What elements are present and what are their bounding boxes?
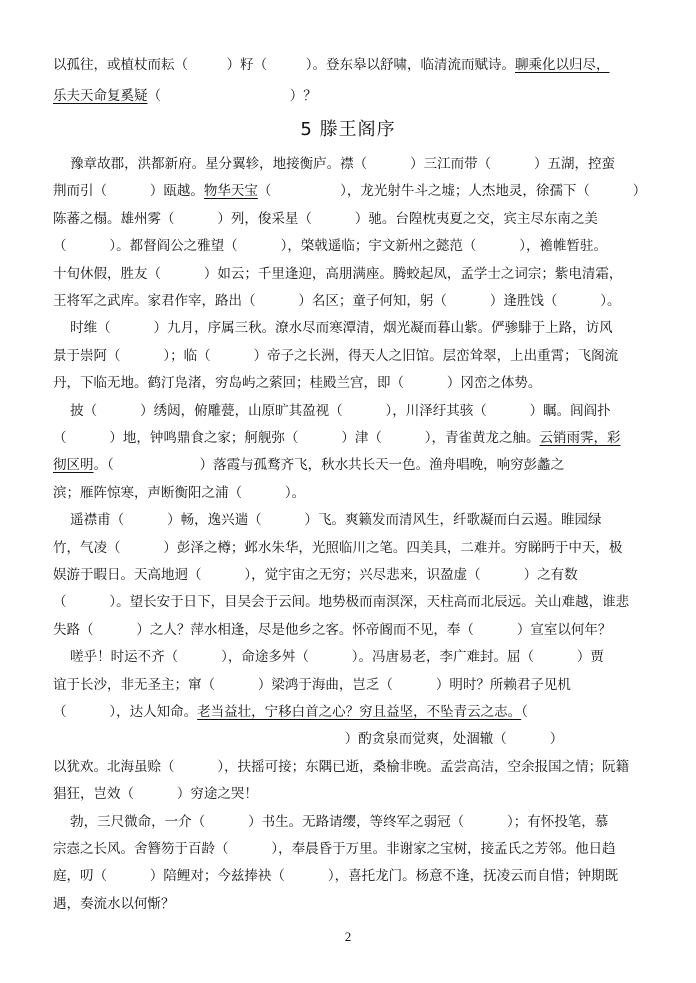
text-line bbox=[53, 209, 660, 229]
underlined-text: 聊乘化以归尽， bbox=[515, 57, 610, 73]
text-segment: 陈蕃之榻。雄州雾（ ）列，俊采星（ ）驰。台隍枕夷夏之交，宾主尽东南之美 bbox=[53, 210, 598, 227]
text-segment: 荆而引（ ）瓯越。 bbox=[53, 183, 204, 200]
text-line bbox=[53, 401, 660, 421]
underlined-text: 彻区明 bbox=[53, 457, 94, 474]
text-line bbox=[53, 784, 660, 804]
text-segment: 披（ ）绣闼，俯雕甍，山原旷其盈视（ ），川泽纡其骇（ ）瞩。闾阎扑 bbox=[53, 402, 611, 419]
text-segment: 景于崇阿（ ）；临（ ）帝子之长洲，得天人之旧馆。层峦耸翠，上出重霄；飞阁流 bbox=[53, 347, 619, 364]
text-segment: 猖狂，岂效（ ）穷途之哭！ bbox=[53, 786, 258, 803]
text-line bbox=[53, 592, 660, 612]
text-segment: （ ），龙光射牛斗之墟；人杰地灵，徐孺下（ ） bbox=[257, 183, 647, 200]
text-segment: （ ）地，钟鸣鼎食之家；舸舰弥（ ）津（ ），青雀黄龙之舳。 bbox=[53, 430, 540, 446]
text-segment: 勃，三尺微命，一介（ ）书生。无路请缨，等终军之弱冠（ ）；有怀投笔，慕 bbox=[53, 813, 609, 830]
underlined-text: 老当益壮，宁移白首之心？穷且益坚，不坠青云之志。 bbox=[197, 704, 522, 720]
text-line bbox=[53, 346, 660, 366]
text-line bbox=[53, 373, 660, 393]
underlined-text: 云销雨霁，彩 bbox=[539, 430, 621, 446]
text-segment: 十旬休假，胜友（ ）如云；千里逢迎，高朋满座。腾蛟起凤，孟学士之词宗；紫电清霜， bbox=[53, 265, 623, 282]
text-segment: （ ）。都督阎公之雅望（ ），棨戟遥临；宇文新州之懿范（ ），襜帷暂驻。 bbox=[53, 238, 607, 255]
text-line bbox=[53, 866, 660, 886]
text-line bbox=[53, 264, 660, 284]
text-line bbox=[53, 428, 660, 448]
text-line bbox=[53, 729, 660, 749]
text-segment: 豫章故郡，洪都新府。星分翼轸，地接衡庐。襟（ ）三江而带（ ）五湖，控蛮 bbox=[53, 156, 615, 172]
text-segment: （ ）。望长安于日下，目吴会于云间。地势极而南溟深，天柱高而北辰远。关山难越，谁悲 bbox=[53, 594, 630, 611]
section-title: 5 滕王阁序 bbox=[300, 119, 396, 140]
text-line bbox=[53, 839, 660, 859]
text-segment: 嗟乎！时运不齐（ ），命途多舛（ ）。冯唐易老，李广难封。屈（ ）贾 bbox=[53, 649, 604, 666]
text-line bbox=[53, 510, 660, 530]
text-segment: ）酌贪泉而觉爽，处涸辙（ ） bbox=[53, 731, 564, 748]
underlined-text: 物华天宝 bbox=[203, 183, 258, 200]
text-segment: 遥襟甫（ ）畅，逸兴遄（ ）飞。爽籁发而清风生，纤歌凝而白云遏。睢园绿 bbox=[53, 512, 602, 529]
text-line bbox=[53, 620, 660, 640]
text-line: 乐夫天命复奚疑（ ）？ bbox=[53, 88, 317, 104]
text-segment: 以犹欢。北海虽赊（ ），扶摇可接；东隅已逝，桑榆非晚。孟尝高洁，空余报国之情；阮籍 bbox=[53, 758, 630, 775]
text-line bbox=[53, 538, 660, 558]
text-line bbox=[53, 702, 660, 722]
text-segment: 竹，气凌（ ）彭泽之樽；邺水朱华，光照临川之笔。四美具，二难并。穷睇眄于中天，极 bbox=[53, 539, 623, 556]
text-segment: 。（ ）落霞与孤鹜齐飞，秋水共长天一色。渔舟唱晚，响穷彭蠡之 bbox=[93, 457, 565, 474]
text-line bbox=[53, 483, 660, 503]
text-segment: （ ），达人知命。 bbox=[53, 704, 198, 720]
text-segment: 遇，奏流水以何惭？ bbox=[53, 895, 175, 912]
text-line bbox=[53, 154, 660, 174]
text-line bbox=[53, 894, 660, 914]
text-segment: 庭，叨（ ）陪鲤对；今兹捧袂（ ），喜托龙门。杨意不逢，抚凌云而自惜；钟期既 bbox=[53, 868, 619, 885]
text-segment: 失路（ ）之人？萍水相逢，尽是他乡之客。怀帝阍而不见，奉（ ）宣室以何年？ bbox=[53, 621, 612, 638]
text-segment: 时维（ ）九月，序属三秋。潦水尽而寒潭清，烟光凝而暮山紫。俨骖騑于上路，访风 bbox=[53, 320, 613, 337]
text-segment: （ bbox=[521, 704, 528, 720]
text-line bbox=[53, 236, 660, 256]
text-segment: 娱游于暇日。天高地迥（ ），觉宇宙之无穷；兴尽悲来，识盈虚（ ）之有数 bbox=[53, 567, 578, 583]
text-line bbox=[53, 565, 660, 585]
text-line: 以孤往，或植杖而耘（ ）籽（ ）。登东皋以舒啸，临清流而赋诗。聊乘化以归尽， bbox=[53, 57, 610, 73]
text-line bbox=[53, 647, 660, 667]
text-line bbox=[53, 291, 660, 311]
text-line bbox=[53, 455, 660, 475]
text-segment: 丹，下临无地。鹤汀凫渚，穷岛屿之萦回；桂殿兰宫，即（ ）冈峦之体势。 bbox=[53, 375, 542, 392]
page-number: 2 bbox=[344, 929, 352, 944]
text-line bbox=[53, 318, 660, 338]
text-segment: 滨；雁阵惊寒，声断衡阳之浦（ ）。 bbox=[53, 484, 306, 501]
text-line bbox=[53, 675, 660, 695]
text-segment: 宗悫之长风。舍簪笏于百龄（ ），奉晨昏于万里。非谢家之宝树，接孟氏之芳邻。他日趋 bbox=[53, 841, 616, 857]
text-line bbox=[53, 757, 660, 777]
text-line bbox=[53, 812, 660, 832]
text-segment: 王将军之武库。家君作宰，路出（ ）名区；童子何知，躬（ ）逢胜饯（ ）。 bbox=[53, 293, 621, 309]
underlined-text: 乐夫天命复奚疑 bbox=[53, 88, 148, 104]
text-line bbox=[53, 181, 660, 201]
text-segment: 谊于长沙，非无圣主；窜（ ）梁鸿于海曲，岂乏（ ）明时？所赖君子见机 bbox=[53, 676, 571, 693]
